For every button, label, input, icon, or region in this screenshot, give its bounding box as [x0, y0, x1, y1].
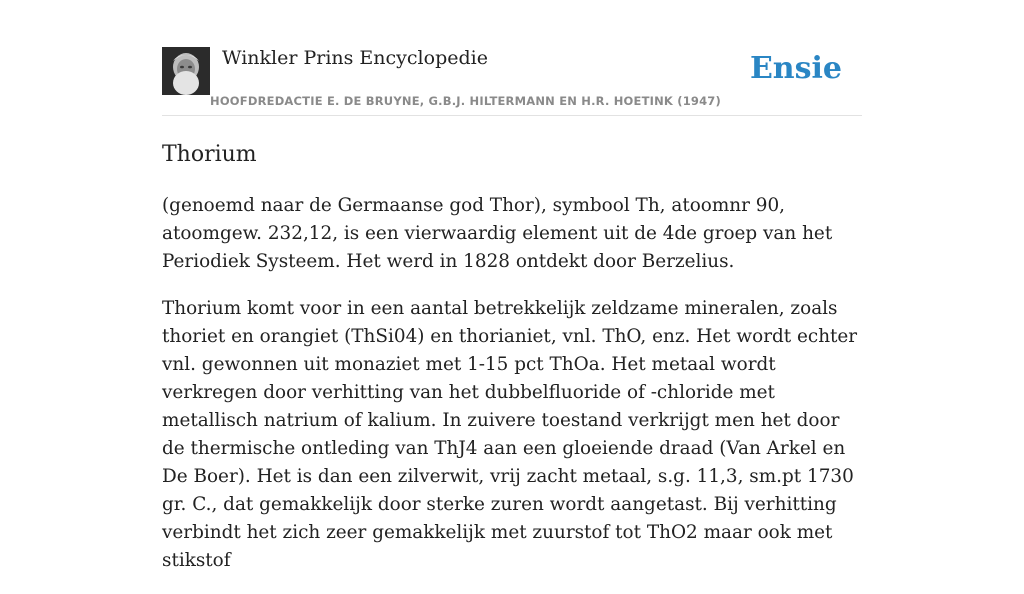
article-body: [162, 192, 862, 594]
publication-title: Winkler Prins Encyclopedie: [222, 47, 488, 69]
article-paragraph: (genoemd naar de Germaanse god Thor), symbool Th, atoomnr 90, atoomgew. 232,12, is een vierwaardig element uit de 4de groep van het Periodiek Systeem. Het werd in 1828 ontdekt door Berzelius.: [162, 195, 833, 272]
author-portrait: [162, 47, 210, 95]
header: [162, 0, 862, 116]
article-title: Thorium: [162, 142, 257, 167]
ensie-logo-link[interactable]: Ensie: [749, 51, 842, 86]
article-paragraph: Thorium komt voor in een aantal betrekkelijk zeldzame mineralen, zoals thoriet en orangiet (ThSi04) en thorianiet, vnl. ThO, enz. Het wordt echter vnl. gewonnen uit monaziet met 1-15 pct ThOa. Het metaal wordt verkregen door verhitting van het dubbelfluoride of -chloride met metallisch natrium of kalium. In zuivere toestand verkrijgt men het door de thermische ontleding van ThJ4 aan een gloeiende draad (Van Arkel en De Boer). Het is dan een zilverwit, vrij zacht metaal, s.g. 11,3, sm.pt 1730 gr. C., dat gemakkelijk door sterke zuren wordt aangetast. Bij verhitting verbindt het zich zeer gemakkelijk met zuurstof tot ThO2 maar ook met stikstof: [162, 298, 858, 571]
portrait-icon: [162, 47, 210, 95]
page: [162, 0, 862, 571]
publication-editors: HOOFDREDACTIE E. DE BRUYNE, G.B.J. HILTERMANN EN H.R. HOETINK (1947): [210, 94, 721, 108]
